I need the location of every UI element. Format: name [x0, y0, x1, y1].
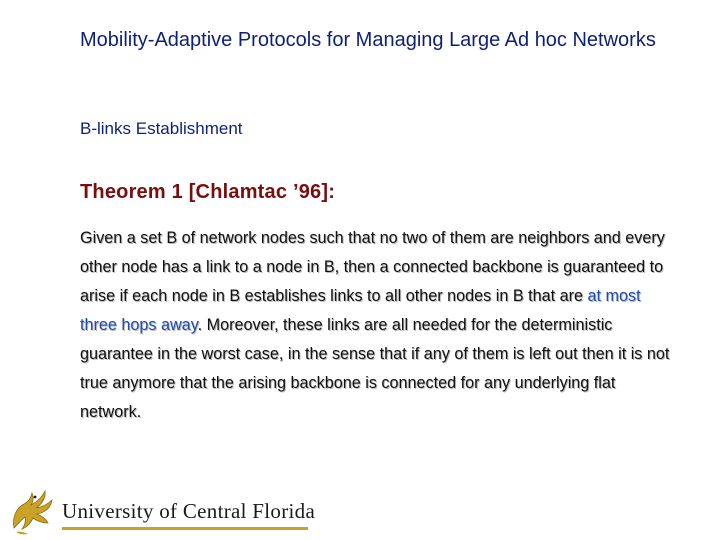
logo-underline: [62, 527, 308, 530]
theorem-heading: Theorem 1 [Chlamtac ’96]:: [80, 181, 336, 203]
slide-title: Mobility-Adaptive Protocols for Managing Large Ad hoc Networks: [80, 29, 656, 51]
theorem-body-text-end: . Moreover, these links are all needed for the deterministic guarantee in the worst case, in the sense that if any of them is left out then it is not true anymore that the arising backbone is connected for any underlying flat network.: [80, 316, 670, 421]
ucf-wordmark: University of Central Florida: [62, 499, 316, 523]
pegasus-icon: [4, 488, 56, 536]
theorem-body-text: Given a set B of network nodes such that no two of them are neighbors and every other node has a link to a node in B, then a connected backbone is guaranteed to arise if each node in B establishes links to all other nodes in B that are: [80, 229, 665, 305]
ucf-logo: [4, 488, 314, 536]
highlighted-phrase: at most three hops away: [80, 287, 641, 334]
theorem-body: [80, 224, 680, 427]
slide-subtitle: B-links Establishment: [80, 119, 243, 138]
